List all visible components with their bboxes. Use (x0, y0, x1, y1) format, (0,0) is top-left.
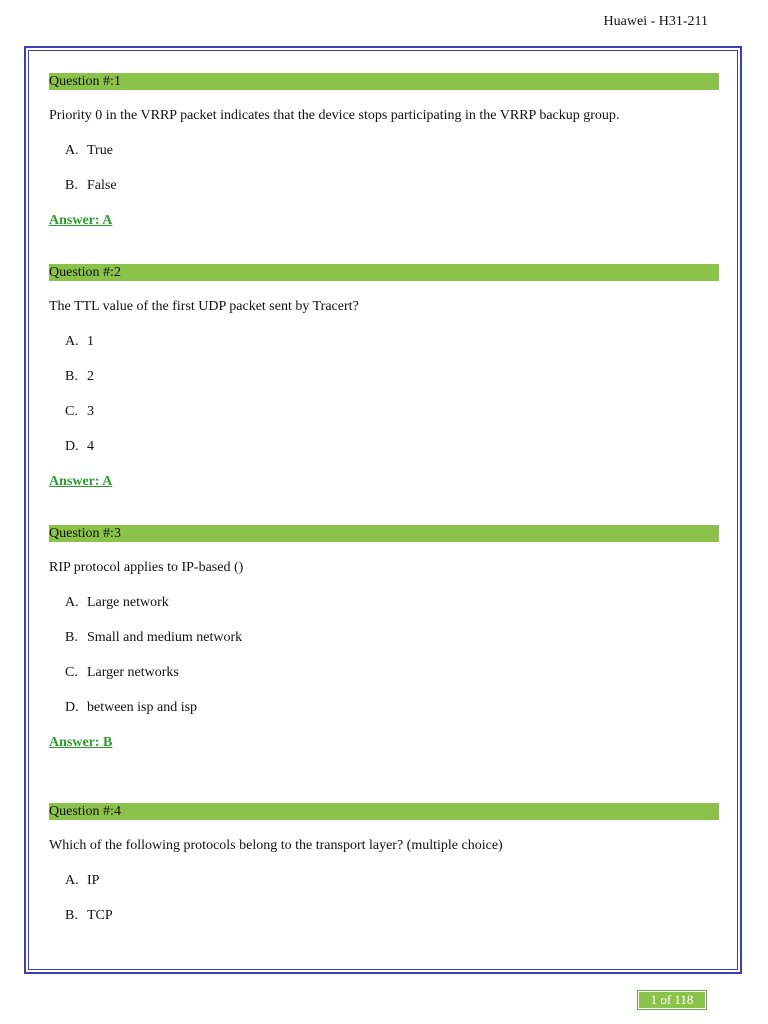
option-item (49, 872, 719, 890)
option-text: 4 (87, 439, 94, 454)
option-text: 1 (87, 334, 94, 349)
answer-text: Answer: B (49, 735, 113, 750)
option-letter: D. (65, 700, 79, 715)
option-text: Large network (87, 595, 169, 610)
option-letter: C. (65, 665, 78, 680)
options-list (49, 333, 719, 456)
question-text: Which of the following protocols belong to the transport layer? (multiple choice) (49, 838, 503, 853)
option-letter: D. (65, 439, 79, 454)
question-label-bar: Question #:1 (49, 73, 719, 90)
option-letter: B. (65, 369, 78, 384)
option-item (49, 664, 719, 682)
option-text: 2 (87, 369, 94, 384)
question-4 (49, 803, 719, 925)
option-item (49, 368, 719, 386)
option-letter: C. (65, 404, 78, 419)
option-item (49, 142, 719, 160)
question-2 (49, 264, 719, 491)
question-label-bar: Question #:2 (49, 264, 719, 281)
question-text: RIP protocol applies to IP-based () (49, 560, 244, 575)
option-item (49, 438, 719, 456)
option-text: True (87, 143, 113, 158)
page-counter (637, 990, 707, 1010)
option-item (49, 177, 719, 195)
page-header-title: Huawei - H31-211 (603, 14, 708, 29)
answer-text: Answer: A (49, 213, 113, 228)
option-text: between isp and isp (87, 700, 198, 715)
options-list (49, 594, 719, 717)
answer-text: Answer: A (49, 474, 113, 489)
option-text: TCP (87, 908, 113, 923)
option-item (49, 333, 719, 351)
option-item (49, 403, 719, 421)
option-letter: B. (65, 630, 78, 645)
option-letter: A. (65, 873, 79, 888)
option-text: Larger networks (87, 665, 179, 680)
option-letter: B. (65, 908, 78, 923)
option-text: IP (87, 873, 100, 888)
question-3 (49, 525, 719, 752)
option-item (49, 699, 719, 717)
option-text: 3 (87, 404, 94, 419)
question-label-bar: Question #:3 (49, 525, 719, 542)
question-1 (49, 73, 719, 230)
option-letter: B. (65, 178, 78, 193)
option-item (49, 629, 719, 647)
option-item (49, 594, 719, 612)
question-label-bar: Question #:4 (49, 803, 719, 820)
options-list (49, 872, 719, 925)
question-text: The TTL value of the first UDP packet sent by Tracert? (49, 299, 359, 314)
option-text: False (87, 178, 117, 193)
options-list (49, 142, 719, 195)
question-text: Priority 0 in the VRRP packet indicates that the device stops participating in the VRRP backup group. (49, 108, 620, 123)
option-text: Small and medium network (87, 630, 243, 645)
option-letter: A. (65, 334, 79, 349)
option-item (49, 907, 719, 925)
option-letter: A. (65, 143, 79, 158)
page-counter-text: 1 of 118 (639, 992, 705, 1008)
option-letter: A. (65, 595, 79, 610)
